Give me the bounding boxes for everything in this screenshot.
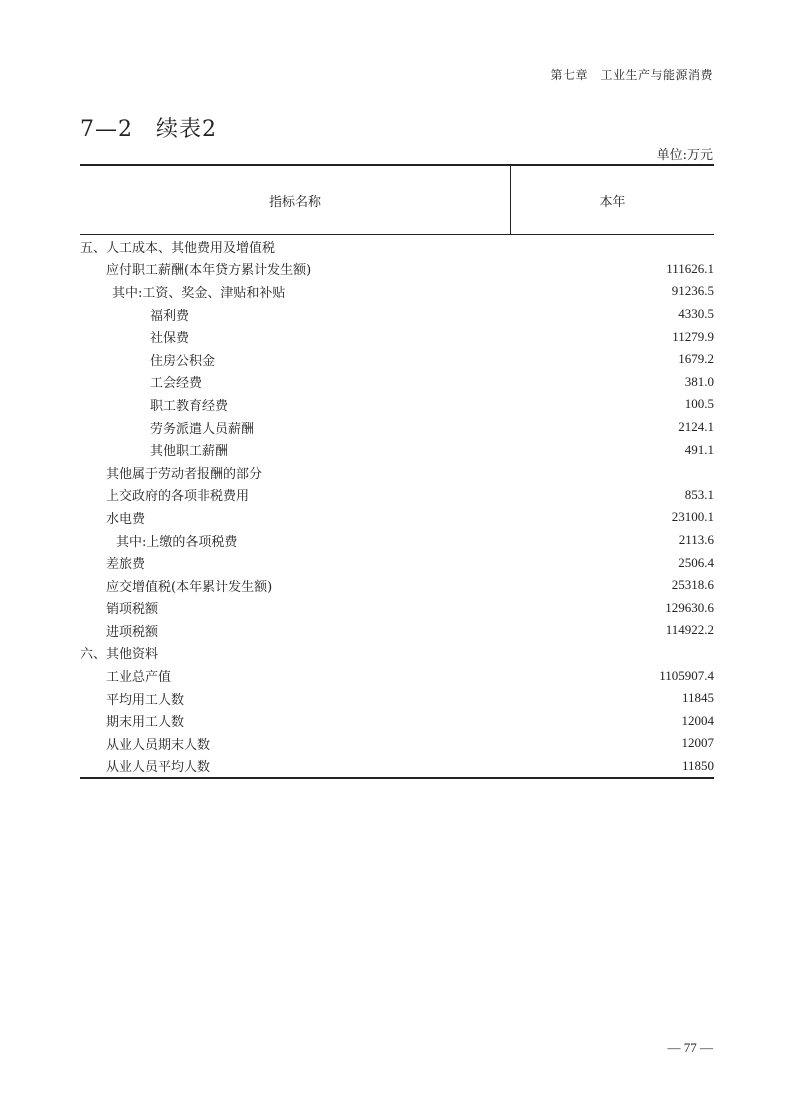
row-indicator-name: 其中:工资、奖金、津贴和补贴 bbox=[112, 285, 286, 301]
row-indicator-name: 五、人工成本、其他费用及增值税 bbox=[80, 240, 276, 256]
table-row bbox=[80, 529, 714, 552]
table-row bbox=[80, 393, 714, 416]
row-indicator-name: 进项税额 bbox=[106, 624, 159, 640]
table-row bbox=[80, 732, 714, 755]
row-value: 2113.6 bbox=[678, 532, 714, 548]
row-value: 11845 bbox=[681, 690, 714, 706]
row-indicator-name: 销项税额 bbox=[106, 602, 159, 618]
row-value: 11850 bbox=[511, 755, 715, 779]
table-row bbox=[80, 551, 714, 574]
table-header bbox=[80, 165, 714, 235]
row-value: 1679.2 bbox=[678, 351, 714, 367]
row-indicator-name: 水电费 bbox=[106, 511, 146, 527]
row-value: 11279.9 bbox=[672, 328, 714, 344]
table-row bbox=[80, 303, 714, 326]
row-indicator-name: 差旅费 bbox=[106, 557, 146, 573]
table-row bbox=[80, 371, 714, 394]
row-indicator-name: 住房公积金 bbox=[150, 353, 216, 369]
row-value bbox=[511, 642, 715, 665]
row-value: 12004 bbox=[681, 712, 714, 728]
row-indicator-name: 上交政府的各项非税费用 bbox=[106, 489, 250, 505]
table-body bbox=[80, 235, 714, 779]
table-row bbox=[80, 235, 714, 258]
page-number: — 77 — bbox=[667, 1040, 713, 1055]
header-row bbox=[80, 165, 714, 235]
row-value: 129630.6 bbox=[665, 599, 714, 615]
row-value: 111626.1 bbox=[666, 260, 714, 276]
row-indicator-name: 应交增值税(本年累计发生额) bbox=[106, 579, 273, 595]
column-header-current-year: 本年 bbox=[511, 165, 715, 235]
row-value: 4330.5 bbox=[678, 306, 714, 322]
table-row bbox=[80, 619, 714, 642]
table-row bbox=[80, 755, 714, 779]
column-header-indicator: 指标名称 bbox=[80, 165, 511, 235]
table-title: 7—2 续表2 bbox=[80, 117, 217, 142]
unit-label: 单位:万元 bbox=[656, 148, 713, 163]
table-row bbox=[80, 348, 714, 371]
row-value: 1105907.4 bbox=[659, 667, 714, 683]
row-indicator-name: 应付职工薪酬(本年贷方累计发生额) bbox=[106, 263, 312, 279]
row-value: 2124.1 bbox=[678, 419, 714, 435]
table-row bbox=[80, 461, 714, 484]
table-row bbox=[80, 438, 714, 461]
row-indicator-name: 劳务派遣人员薪酬 bbox=[150, 421, 255, 437]
running-head: 第七章 工业生产与能源消费 bbox=[550, 68, 713, 82]
row-indicator-name: 社保费 bbox=[150, 331, 190, 347]
row-value: 91236.5 bbox=[671, 283, 714, 299]
row-value: 491.1 bbox=[684, 441, 714, 457]
row-indicator-name: 工业总产值 bbox=[106, 670, 172, 686]
table-row bbox=[80, 597, 714, 620]
statistics-table-container bbox=[80, 164, 714, 779]
row-indicator-name: 其他属于劳动者报酬的部分 bbox=[106, 466, 263, 482]
table-row bbox=[80, 687, 714, 710]
row-indicator-name: 从业人员期末人数 bbox=[106, 737, 211, 753]
table-row bbox=[80, 574, 714, 597]
table-row bbox=[80, 416, 714, 439]
row-value: 2506.4 bbox=[678, 554, 714, 570]
row-indicator-name: 职工教育经费 bbox=[150, 398, 229, 414]
row-indicator-name: 其中:上缴的各项税费 bbox=[116, 534, 238, 550]
table-row bbox=[80, 280, 714, 303]
table-row bbox=[80, 258, 714, 281]
row-indicator-name: 从业人员平均人数 bbox=[80, 755, 511, 779]
row-value: 114922.2 bbox=[665, 622, 714, 638]
row-indicator-name: 期末用工人数 bbox=[106, 715, 185, 731]
row-indicator-name: 其他职工薪酬 bbox=[150, 444, 229, 460]
row-indicator-name: 福利费 bbox=[150, 308, 190, 324]
row-value: 25318.6 bbox=[671, 577, 714, 593]
row-value bbox=[511, 235, 715, 258]
table-row bbox=[80, 664, 714, 687]
table-row bbox=[80, 506, 714, 529]
row-value: 853.1 bbox=[684, 486, 714, 502]
table-row bbox=[80, 709, 714, 732]
statistics-table bbox=[80, 164, 714, 779]
table-row bbox=[80, 642, 714, 665]
table-row bbox=[80, 484, 714, 507]
row-indicator-name: 六、其他资料 bbox=[80, 647, 159, 663]
row-value: 12007 bbox=[681, 735, 714, 751]
row-indicator-name: 工会经费 bbox=[150, 376, 203, 392]
row-value: 381.0 bbox=[684, 373, 714, 389]
row-indicator-name: 平均用工人数 bbox=[106, 692, 185, 708]
row-value: 23100.1 bbox=[671, 509, 714, 525]
table-row bbox=[80, 325, 714, 348]
row-value bbox=[511, 461, 715, 484]
row-value: 100.5 bbox=[684, 396, 714, 412]
